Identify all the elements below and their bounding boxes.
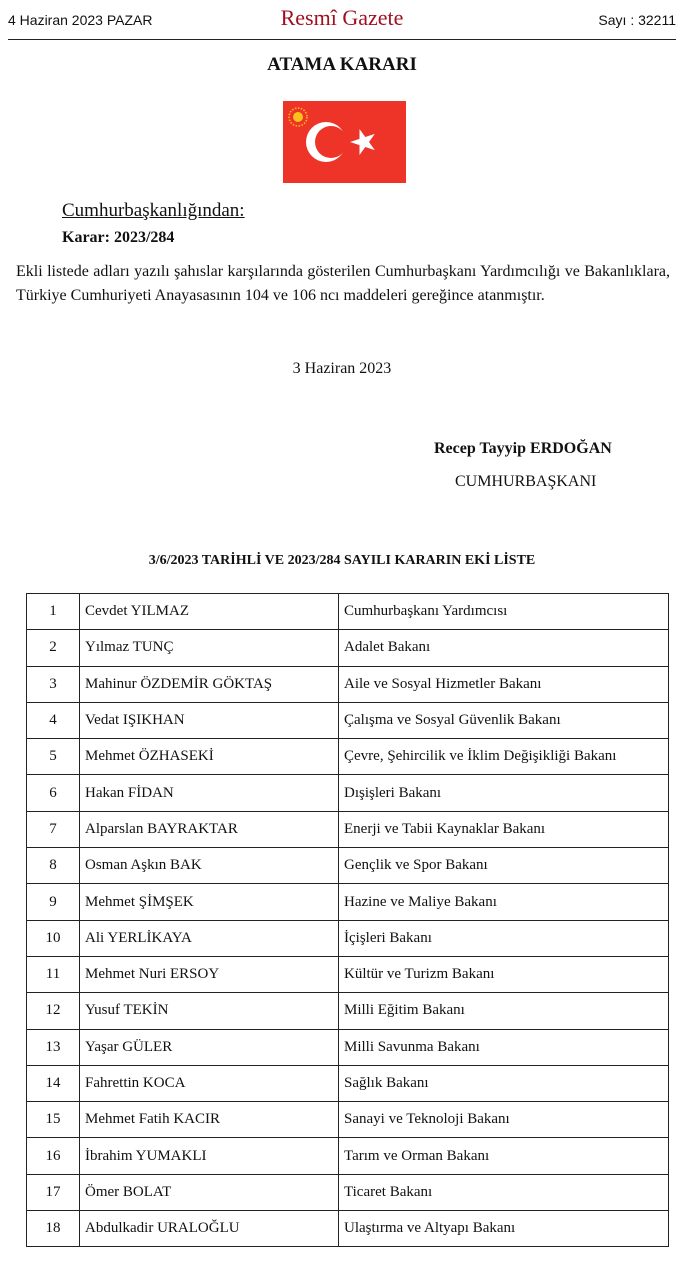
position: Adalet Bakanı bbox=[339, 630, 669, 666]
table-row bbox=[27, 1211, 669, 1247]
table-row bbox=[27, 884, 669, 920]
table-row bbox=[27, 702, 669, 738]
position: Sağlık Bakanı bbox=[339, 1065, 669, 1101]
position: Ticaret Bakanı bbox=[339, 1174, 669, 1210]
row-number: 5 bbox=[27, 739, 80, 775]
table-row bbox=[27, 848, 669, 884]
row-number: 10 bbox=[27, 920, 80, 956]
person-name: Mehmet Fatih KACIR bbox=[80, 1102, 339, 1138]
list-title: 3/6/2023 TARİHLİ VE 2023/284 SAYILI KARARIN EKİ LİSTE bbox=[148, 553, 536, 568]
position: Enerji ve Tabii Kaynaklar Bakanı bbox=[339, 811, 669, 847]
decision-text: Ekli listede adları yazılı şahıslar karşılarında gösterilen Cumhurbaşkanı Yardımcılığı ve Bakanlıklara, Türkiye Cumhuriyeti Anayasasının 104 ve 106 ncı maddeleri gereğince atanmıştır. bbox=[16, 263, 670, 304]
person-name: Mahinur ÖZDEMİR GÖKTAŞ bbox=[80, 666, 339, 702]
decision-date: 3 Haziran 2023 bbox=[292, 360, 392, 377]
person-name: Yılmaz TUNÇ bbox=[80, 630, 339, 666]
person-name: Fahrettin KOCA bbox=[80, 1065, 339, 1101]
table-row bbox=[27, 993, 669, 1029]
person-name: İbrahim YUMAKLI bbox=[80, 1138, 339, 1174]
decision-number: Karar: 2023/284 bbox=[62, 229, 175, 246]
issue-number: Sayı : 32211 bbox=[598, 12, 676, 28]
table-row bbox=[27, 1138, 669, 1174]
row-number: 11 bbox=[27, 956, 80, 992]
position: Hazine ve Maliye Bakanı bbox=[339, 884, 669, 920]
table-row bbox=[27, 594, 669, 630]
row-number: 8 bbox=[27, 848, 80, 884]
table-row bbox=[27, 1102, 669, 1138]
position: Kültür ve Turizm Bakanı bbox=[339, 956, 669, 992]
gazette-header bbox=[8, 0, 676, 40]
row-number: 18 bbox=[27, 1211, 80, 1247]
position: Milli Savunma Bakanı bbox=[339, 1029, 669, 1065]
position: Çevre, Şehircilik ve İklim Değişikliği Bakanı bbox=[339, 739, 669, 775]
presidential-flag-icon bbox=[283, 101, 406, 183]
person-name: Cevdet YILMAZ bbox=[80, 594, 339, 630]
row-number: 2 bbox=[27, 630, 80, 666]
table-row bbox=[27, 775, 669, 811]
issuer: Cumhurbaşkanlığından: bbox=[62, 200, 245, 221]
position: Dışişleri Bakanı bbox=[339, 775, 669, 811]
gazette-name: Resmî Gazete bbox=[280, 5, 404, 30]
table-row bbox=[27, 630, 669, 666]
person-name: Hakan FİDAN bbox=[80, 775, 339, 811]
row-number: 6 bbox=[27, 775, 80, 811]
row-number: 1 bbox=[27, 594, 80, 630]
position: Tarım ve Orman Bakanı bbox=[339, 1138, 669, 1174]
person-name: Mehmet ŞİMŞEK bbox=[80, 884, 339, 920]
signatory-title: CUMHURBAŞKANI bbox=[455, 473, 597, 490]
person-name: Ali YERLİKAYA bbox=[80, 920, 339, 956]
row-number: 15 bbox=[27, 1102, 80, 1138]
person-name: Yaşar GÜLER bbox=[80, 1029, 339, 1065]
table-row bbox=[27, 739, 669, 775]
person-name: Abdulkadir URALOĞLU bbox=[80, 1211, 339, 1247]
table-row bbox=[27, 956, 669, 992]
page-title: ATAMA KARARI bbox=[267, 54, 417, 75]
person-name: Yusuf TEKİN bbox=[80, 993, 339, 1029]
position: Ulaştırma ve Altyapı Bakanı bbox=[339, 1211, 669, 1247]
row-number: 14 bbox=[27, 1065, 80, 1101]
person-name: Vedat IŞIKHAN bbox=[80, 702, 339, 738]
position: Sanayi ve Teknoloji Bakanı bbox=[339, 1102, 669, 1138]
person-name: Ömer BOLAT bbox=[80, 1174, 339, 1210]
person-name: Osman Aşkın BAK bbox=[80, 848, 339, 884]
header-date: 4 Haziran 2023 PAZAR bbox=[8, 12, 153, 28]
table-row bbox=[27, 1029, 669, 1065]
table-row bbox=[27, 1174, 669, 1210]
row-number: 17 bbox=[27, 1174, 80, 1210]
appointment-table bbox=[26, 593, 669, 1247]
table-row bbox=[27, 666, 669, 702]
position: Milli Eğitim Bakanı bbox=[339, 993, 669, 1029]
row-number: 9 bbox=[27, 884, 80, 920]
person-name: Mehmet ÖZHASEKİ bbox=[80, 739, 339, 775]
row-number: 13 bbox=[27, 1029, 80, 1065]
position: Aile ve Sosyal Hizmetler Bakanı bbox=[339, 666, 669, 702]
position: Çalışma ve Sosyal Güvenlik Bakanı bbox=[339, 702, 669, 738]
row-number: 16 bbox=[27, 1138, 80, 1174]
table-row bbox=[27, 1065, 669, 1101]
table-row bbox=[27, 920, 669, 956]
position: Gençlik ve Spor Bakanı bbox=[339, 848, 669, 884]
position: İçişleri Bakanı bbox=[339, 920, 669, 956]
signatory-name: Recep Tayyip ERDOĞAN bbox=[434, 440, 612, 457]
row-number: 3 bbox=[27, 666, 80, 702]
table-row bbox=[27, 811, 669, 847]
row-number: 4 bbox=[27, 702, 80, 738]
row-number: 7 bbox=[27, 811, 80, 847]
person-name: Alparslan BAYRAKTAR bbox=[80, 811, 339, 847]
position: Cumhurbaşkanı Yardımcısı bbox=[339, 594, 669, 630]
row-number: 12 bbox=[27, 993, 80, 1029]
person-name: Mehmet Nuri ERSOY bbox=[80, 956, 339, 992]
